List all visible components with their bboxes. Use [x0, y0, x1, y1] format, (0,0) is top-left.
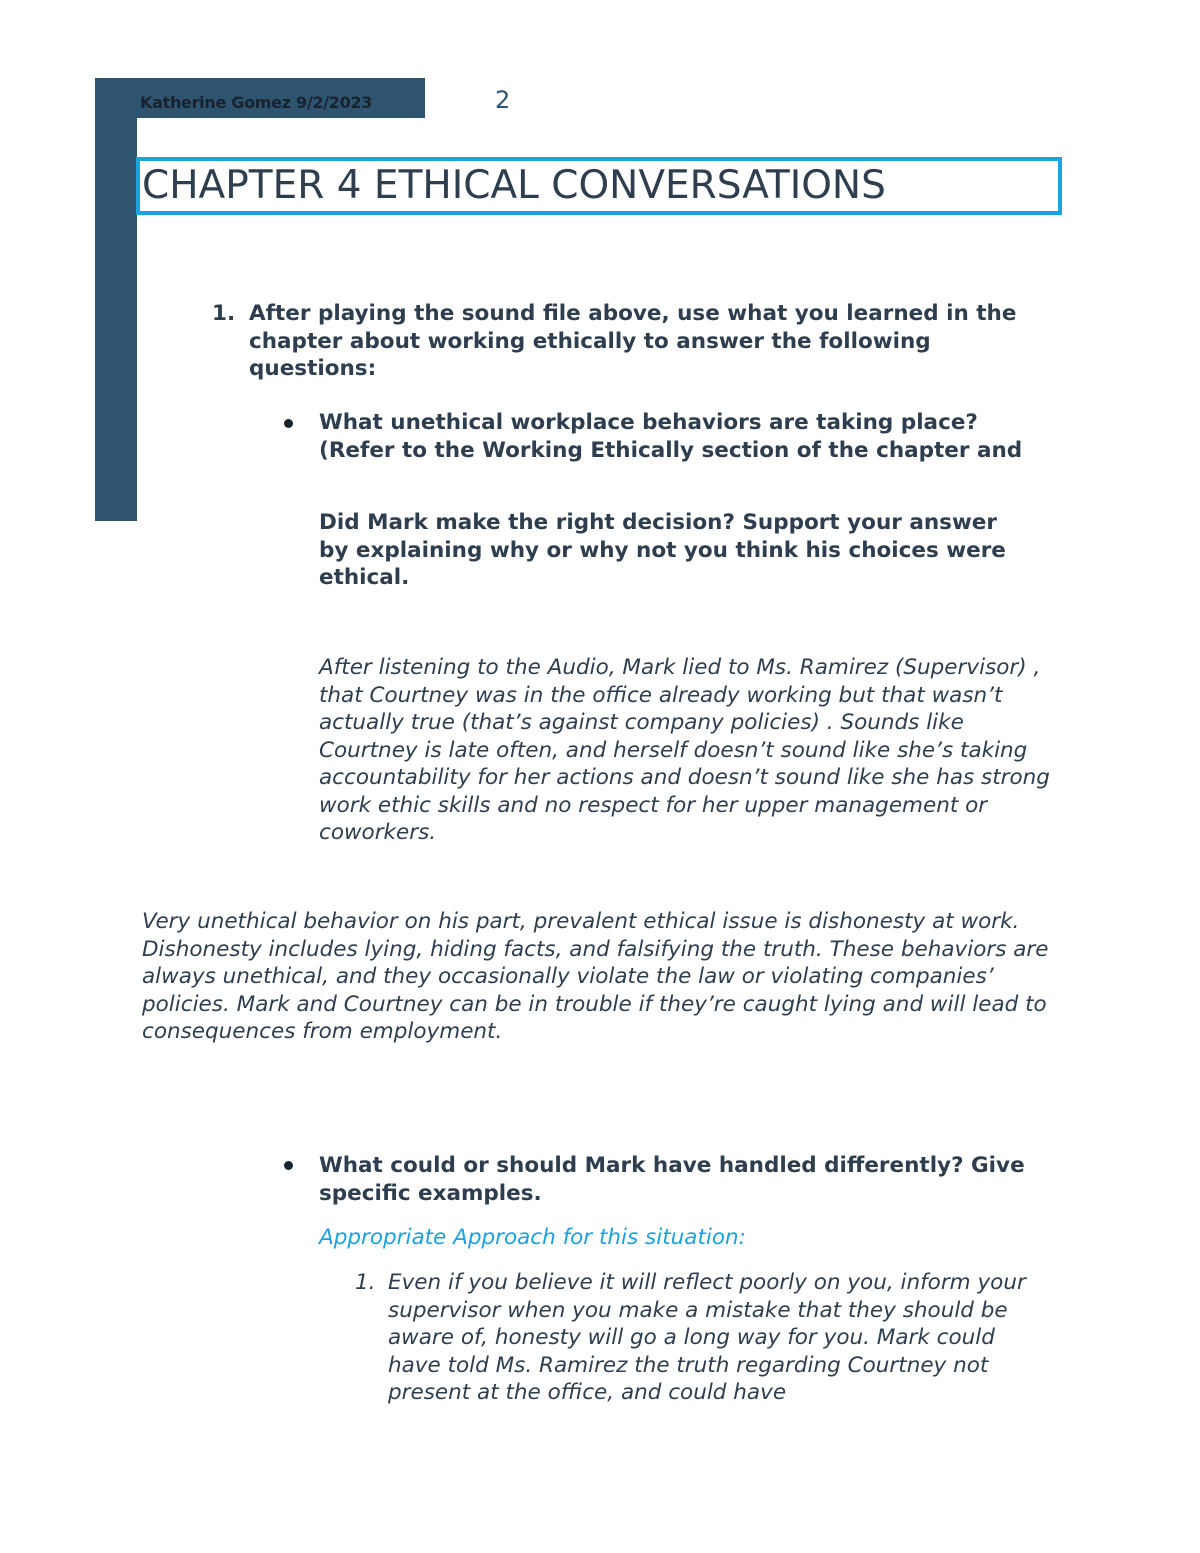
approach-item-number: 1. — [355, 1270, 376, 1295]
question-number: 1. — [212, 301, 236, 326]
unethical-paragraph: Very unethical behavior on his part, prevalent ethical issue is dishonesty at work. Dishonesty includes lying, hiding facts, and falsifying the truth. These behaviors are always unethical, and they occasionally violate the law or violating companies’ policies. Mark and Courtney can be in trouble if they’re caught lying and will lead to consequences from employment. — [142, 909, 1049, 1044]
approach-subheading: Appropriate Approach for this situation: — [319, 1225, 746, 1250]
answer-paragraph: After listening to the Audio, Mark lied to Ms. Ramirez (Supervisor) , that Courtney was in the office already working but that wasn’t actually true (that’s against company policies) . Sounds like Courtney is late often, and herself doesn’t sound like she’s taking accountability for her actions and doesn’t sound like she has strong work ethic skills and no respect for her upper management or coworkers. — [319, 655, 1050, 845]
bullet-question-differently: What could or should Mark have handled differently? Give specific examples. — [319, 1153, 1025, 1206]
bullet-icon — [284, 1161, 293, 1170]
page-number: 2 — [495, 86, 511, 114]
page-title: CHAPTER 4 ETHICAL CONVERSATIONS — [142, 163, 886, 208]
approach-item-text: Even if you believe it will reflect poorly on you, inform your supervisor when you make a mistake that they should be aware of, honesty will go a long way for you. Mark could have told Ms. Ramirez the truth regarding Courtney not present at the office, and could have — [388, 1270, 1026, 1405]
sidebar-decoration — [95, 78, 137, 521]
bullet-question-decision: Did Mark make the right decision? Support your answer by explaining why or why not you think his choices were ethical. — [319, 510, 1006, 590]
author-date: Katherine Gomez 9/2/2023 — [140, 93, 373, 112]
question-text: After playing the sound file above, use what you learned in the chapter about working ethically to answer the following questions: — [249, 301, 1017, 381]
bullet-icon — [284, 419, 293, 428]
bullet-question-behaviors: What unethical workplace behaviors are taking place? (Refer to the Working Ethically section of the chapter and — [319, 410, 1023, 463]
